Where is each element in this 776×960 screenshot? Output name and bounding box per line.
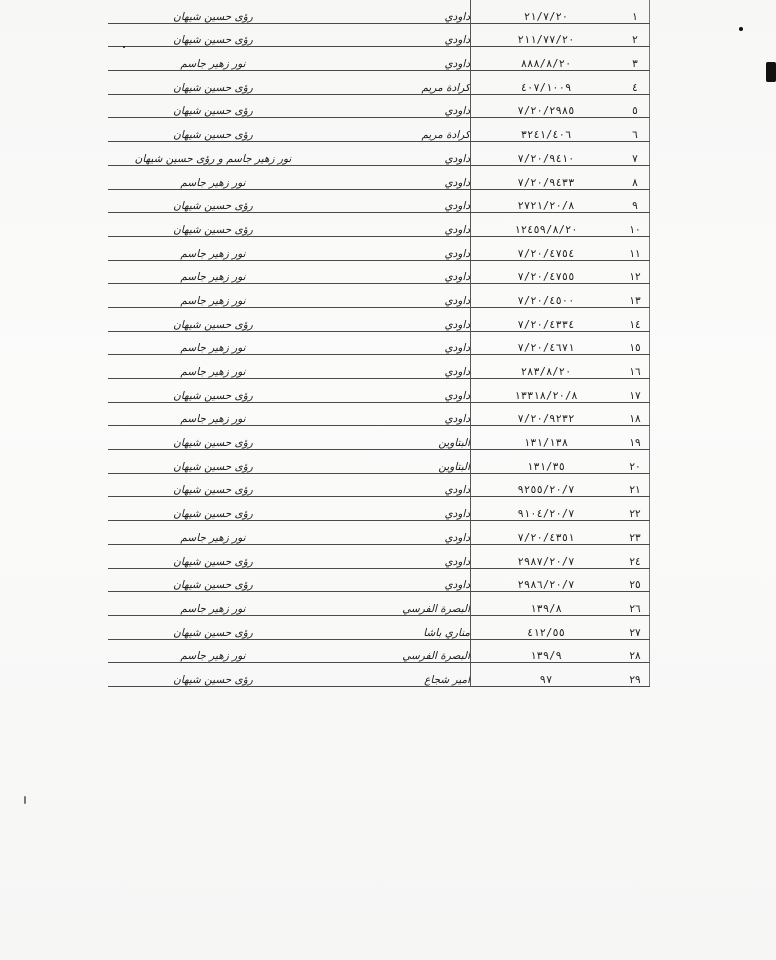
table-row xyxy=(108,23,650,47)
row-code: ٢٩٨٧/٢٠/٧ xyxy=(471,544,622,568)
row-area: داودي xyxy=(318,568,471,592)
table-row xyxy=(108,0,650,23)
row-name: نور زهير جاسم xyxy=(108,592,318,616)
table-row xyxy=(108,568,650,592)
row-area: البصرة الفرسي xyxy=(318,592,471,616)
row-number: ٢٨ xyxy=(621,639,650,663)
row-code: ٢٨٣/٨/٢٠ xyxy=(471,355,622,379)
row-number: ٢٥ xyxy=(621,568,650,592)
row-number: ١٣ xyxy=(621,284,650,308)
row-code: ٧/٢٠/٤٥٠٠ xyxy=(471,284,622,308)
table-row xyxy=(108,165,650,189)
row-number: ٦ xyxy=(621,118,650,142)
row-name: رؤى حسين شيهان xyxy=(108,473,318,497)
row-area: داودي xyxy=(318,497,471,521)
row-name: نور زهير جاسم xyxy=(108,47,318,71)
scan-speck xyxy=(24,796,26,804)
row-name: نور زهير جاسم xyxy=(108,260,318,284)
row-code: ٧/٢٠/٤٦٧١ xyxy=(471,331,622,355)
row-code: ٢١١/٧٧/٢٠ xyxy=(471,23,622,47)
row-name: رؤى حسين شيهان xyxy=(108,615,318,639)
row-area: داودي xyxy=(318,236,471,260)
row-name: نور زهير جاسم و رؤى حسين شيهان xyxy=(108,142,318,166)
row-code: ٧/٢٠/٤٣٣٤ xyxy=(471,307,622,331)
table-row xyxy=(108,521,650,545)
row-number: ٢٣ xyxy=(621,521,650,545)
row-name: نور زهير جاسم xyxy=(108,331,318,355)
table-row xyxy=(108,47,650,71)
scan-speck xyxy=(123,46,125,48)
table-row xyxy=(108,142,650,166)
row-number: ٤ xyxy=(621,71,650,95)
table-row xyxy=(108,260,650,284)
table-body xyxy=(108,0,650,686)
row-code: ٤٠٧/١٠٠٩ xyxy=(471,71,622,95)
table-row xyxy=(108,213,650,237)
row-code: ٢٩٨٦/٢٠/٧ xyxy=(471,568,622,592)
row-name: رؤى حسين شيهان xyxy=(108,568,318,592)
row-name: رؤى حسين شيهان xyxy=(108,663,318,687)
row-name: رؤى حسين شيهان xyxy=(108,118,318,142)
row-area: داودي xyxy=(318,142,471,166)
row-name: رؤى حسين شيهان xyxy=(108,189,318,213)
row-number: ٢٩ xyxy=(621,663,650,687)
row-code: ٧/٢٠/٤٧٥٥ xyxy=(471,260,622,284)
row-code: ٧/٢٠/٤٧٥٤ xyxy=(471,236,622,260)
row-name: رؤى حسين شيهان xyxy=(108,23,318,47)
row-area: داودي xyxy=(318,23,471,47)
row-area: داودي xyxy=(318,165,471,189)
row-number: ١٥ xyxy=(621,331,650,355)
table-row xyxy=(108,118,650,142)
row-name: رؤى حسين شيهان xyxy=(108,94,318,118)
table-row xyxy=(108,331,650,355)
row-number: ٣ xyxy=(621,47,650,71)
row-code: ١٣٣١٨/٢٠/٨ xyxy=(471,379,622,403)
table-row xyxy=(108,236,650,260)
row-area: داودي xyxy=(318,284,471,308)
row-name: رؤى حسين شيهان xyxy=(108,213,318,237)
row-code: ١٣١/٣٥ xyxy=(471,450,622,474)
table-row xyxy=(108,450,650,474)
table-row xyxy=(108,426,650,450)
table-row xyxy=(108,663,650,687)
row-name: نور زهير جاسم xyxy=(108,521,318,545)
row-number: ٢٦ xyxy=(621,592,650,616)
row-number: ٧ xyxy=(621,142,650,166)
table-row xyxy=(108,639,650,663)
table-row xyxy=(108,473,650,497)
row-number: ١٧ xyxy=(621,379,650,403)
row-code: ٩٢٥٥/٢٠/٧ xyxy=(471,473,622,497)
row-area: داودي xyxy=(318,307,471,331)
row-number: ١ xyxy=(621,0,650,23)
row-code: ١٣١/١٣٨ xyxy=(471,426,622,450)
row-number: ٩ xyxy=(621,189,650,213)
row-code: ٩٧ xyxy=(471,663,622,687)
row-name: نور زهير جاسم xyxy=(108,236,318,260)
row-area: البتاوين xyxy=(318,426,471,450)
row-code: ٨٨٨/٨/٢٠ xyxy=(471,47,622,71)
row-name: رؤى حسين شيهان xyxy=(108,426,318,450)
row-area: داودي xyxy=(318,355,471,379)
row-name: رؤى حسين شيهان xyxy=(108,544,318,568)
row-area: امير شجاع xyxy=(318,663,471,687)
row-name: نور زهير جاسم xyxy=(108,639,318,663)
table-row xyxy=(108,94,650,118)
row-name: رؤى حسين شيهان xyxy=(108,379,318,403)
row-area: داودي xyxy=(318,260,471,284)
row-code: ٣٢٤١/٤٠٦ xyxy=(471,118,622,142)
table-row xyxy=(108,307,650,331)
row-area: داودي xyxy=(318,94,471,118)
row-area: داودي xyxy=(318,473,471,497)
row-code: ٧/٢٠/٩٢٣٢ xyxy=(471,402,622,426)
table-row xyxy=(108,71,650,95)
row-area: داودي xyxy=(318,521,471,545)
row-number: ٨ xyxy=(621,165,650,189)
row-number: ٢٧ xyxy=(621,615,650,639)
row-name: رؤى حسين شيهان xyxy=(108,497,318,521)
row-name: رؤى حسين شيهان xyxy=(108,71,318,95)
row-code: ١٢٤٥٩/٨/٢٠ xyxy=(471,213,622,237)
row-area: داودي xyxy=(318,47,471,71)
row-number: ١٢ xyxy=(621,260,650,284)
row-code: ٤١٢/٥٥ xyxy=(471,615,622,639)
row-number: ٢ xyxy=(621,23,650,47)
row-name: رؤى حسين شيهان xyxy=(108,307,318,331)
table-row xyxy=(108,615,650,639)
row-name: رؤى حسين شيهان xyxy=(108,0,318,23)
row-number: ٢١ xyxy=(621,473,650,497)
row-code: ١٣٩/٩ xyxy=(471,639,622,663)
row-number: ٢٢ xyxy=(621,497,650,521)
row-number: ٢٤ xyxy=(621,544,650,568)
row-code: ٩١٠٤/٢٠/٧ xyxy=(471,497,622,521)
row-number: ١٦ xyxy=(621,355,650,379)
row-code: ٢٧٢١/٢٠/٨ xyxy=(471,189,622,213)
table-row xyxy=(108,497,650,521)
row-area: داودي xyxy=(318,379,471,403)
records-table xyxy=(108,0,650,687)
row-code: ٧/٢٠/٩٤٣٣ xyxy=(471,165,622,189)
row-name: رؤى حسين شيهان xyxy=(108,450,318,474)
row-number: ١٠ xyxy=(621,213,650,237)
row-number: ١١ xyxy=(621,236,650,260)
row-name: نور زهير جاسم xyxy=(108,355,318,379)
table-row xyxy=(108,189,650,213)
row-number: ١٨ xyxy=(621,402,650,426)
table-row xyxy=(108,592,650,616)
table-row xyxy=(108,355,650,379)
row-name: نور زهير جاسم xyxy=(108,402,318,426)
row-number: ٥ xyxy=(621,94,650,118)
row-area: كرادة مريم xyxy=(318,71,471,95)
table-row xyxy=(108,284,650,308)
row-number: ١٤ xyxy=(621,307,650,331)
row-name: نور زهير جاسم xyxy=(108,284,318,308)
row-code: ١٣٩/٨ xyxy=(471,592,622,616)
row-number: ١٩ xyxy=(621,426,650,450)
table-row xyxy=(108,402,650,426)
row-code: ٧/٢٠/٩٤١٠ xyxy=(471,142,622,166)
table-row xyxy=(108,379,650,403)
row-area: داودي xyxy=(318,402,471,426)
row-area: داودي xyxy=(318,331,471,355)
row-code: ٧/٢٠/٤٣٥١ xyxy=(471,521,622,545)
table-row xyxy=(108,544,650,568)
scan-speck xyxy=(739,27,743,31)
row-code: ٧/٢٠/٢٩٨٥ xyxy=(471,94,622,118)
row-area: مناري باشا xyxy=(318,615,471,639)
row-number: ٢٠ xyxy=(621,450,650,474)
row-code: ٢١/٧/٢٠ xyxy=(471,0,622,23)
row-area: البتاوين xyxy=(318,450,471,474)
row-area: كرادة مريم xyxy=(318,118,471,142)
row-area: البصرة الفرسي xyxy=(318,639,471,663)
row-area: داودي xyxy=(318,213,471,237)
scan-speck xyxy=(766,62,776,82)
row-area: داودي xyxy=(318,189,471,213)
row-name: نور زهير جاسم xyxy=(108,165,318,189)
row-area: داودي xyxy=(318,0,471,23)
row-area: داودي xyxy=(318,544,471,568)
